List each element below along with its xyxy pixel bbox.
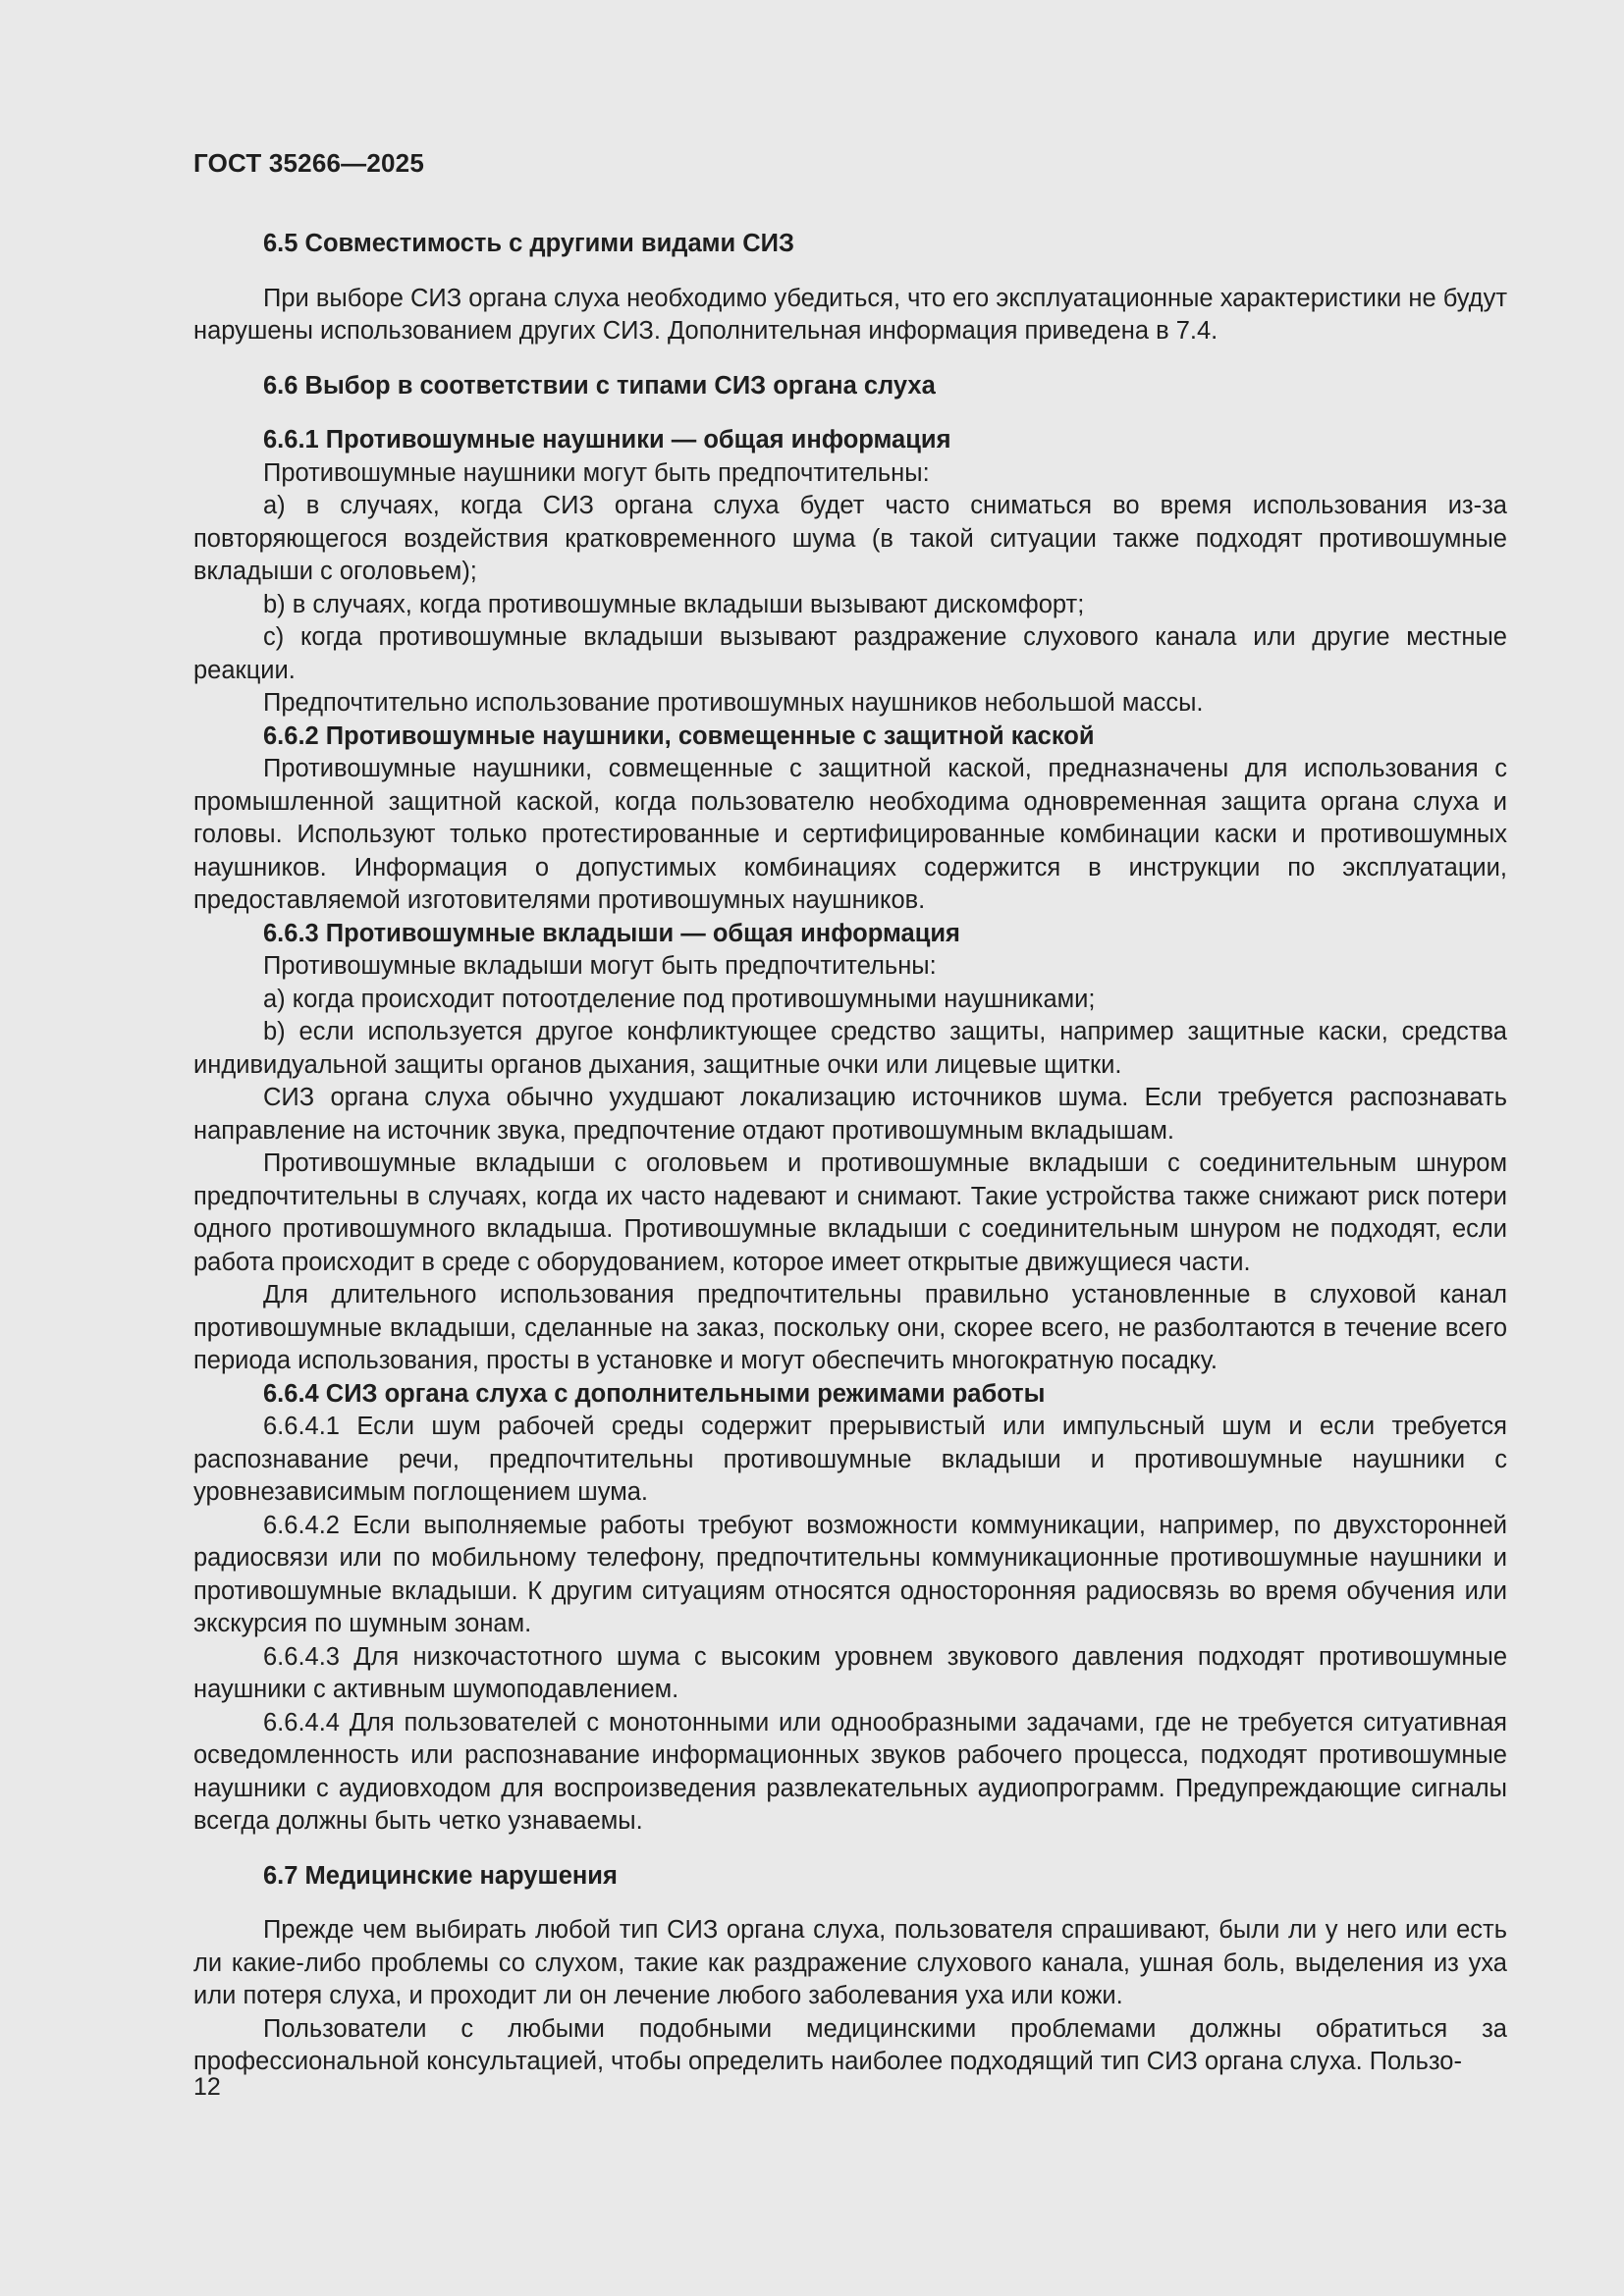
paragraph: Для длительного использования предпочтительны правильно установленные в слуховой канал противошумные вкладыши, сделанные на заказ, поскольку они, скорее всего, не разболтаются в течение всего периода использования, просты в установке и могут обеспечить многократную посадку. (193, 1281, 1507, 1374)
paragraph: Прежде чем выбирать любой тип СИЗ органа слуха, пользователя спрашивают, были ли у него или есть ли какие-либо проблемы со слухом, такие как раздражение слухового канала, ушная боль, выделения из уха или потеря слуха, и проходит ли он лечение любого заболевания уха или кожи. (193, 1916, 1507, 2009)
paragraph: При выборе СИЗ органа слуха необходимо убедиться, что его эксплуатационные характеристики не будут нарушены использованием других СИЗ. Дополнительная информация приведена в 7.4. (193, 284, 1507, 345)
subsection-heading-6-6-3: 6.6.3 Противошумные вкладыши — общая информация (263, 919, 960, 947)
section-heading-6-5: 6.5 Совместимость с другими видами СИЗ (263, 230, 794, 257)
clause-6-6-4-1: 6.6.4.1 Если шум рабочей среды содержит прерывистый или импульсный шум и если требуется распознавание речи, предпочтительны противошумные вкладыши и противошумные наушники с уровнезависимым поглощением шума. (193, 1413, 1507, 1506)
clause-6-6-4-2: 6.6.4.2 Если выполняемые работы требуют возможности коммуникации, например, по двухсторонней радиосвязи или по мобильному телефону, предпочтительны коммуникационные противошумные наушники и противошумные вкладыши. К другим ситуациям относятся односторонняя радиосвязь во время обучения или экскурсия по шумным зонам. (193, 1511, 1507, 1637)
clause-6-6-4-4: 6.6.4.4 Для пользователей с монотонными или однообразными задачами, где не требуется ситуативная осведомленность или распознавание информационных звуков рабочего процесса, подходят противошумные наушники с аудиовходом для воспроизведения развлекательных аудиопрограмм. Предупреждающие сигналы всегда должны быть четко узнаваемы. (193, 1708, 1507, 1835)
document-id-header: ГОСТ 35266—2025 (193, 148, 424, 178)
subsection-heading-6-6-2: 6.6.2 Противошумные наушники, совмещенные с защитной каской (263, 721, 1095, 750)
paragraph: Противошумные вкладыши могут быть предпочтительны: (263, 952, 937, 980)
clause-6-6-4-3: 6.6.4.3 Для низкочастотного шума с высоким уровнем звукового давления подходят противошумные наушники с активным шумоподавлением. (193, 1642, 1507, 1703)
subsection-heading-6-6-4: 6.6.4 СИЗ органа слуха с дополнительными режимами работы (263, 1379, 1046, 1408)
section-heading-6-7: 6.7 Медицинские нарушения (263, 1861, 618, 1890)
list-item: a) в случаях, когда СИЗ органа слуха будет часто сниматься во время использования из-за повторяющегося воздействия кратковременного шума (в такой ситуации также подходят противошумные вкладыши с оголовьем); (193, 492, 1507, 585)
paragraph: СИЗ органа слуха обычно ухудшают локализацию источников шума. Если требуется распознавать направление на источник звука, предпочтение отдают противошумным вкладышам. (193, 1084, 1507, 1145)
list-item: b) в случаях, когда противошумные вкладыши вызывают дискомфорт; (263, 590, 1085, 618)
list-item: c) когда противошумные вкладыши вызывают раздражение слухового канала или другие местные реакции. (193, 623, 1507, 684)
paragraph: Противошумные наушники, совмещенные с защитной каской, предназначены для использования с промышленной защитной каской, когда пользователю необходима одновременная защита органа слуха и головы. Используют только протестированные и сертифицированные комбинации каски и противошумных наушников. Информация о допустимых комбинациях содержится в инструкции по эксплуатации, предоставляемой изготовителями противошумных наушников. (193, 755, 1507, 914)
page-number: 12 (193, 2073, 221, 2101)
paragraph: Предпочтительно использование противошумных наушников небольшой массы. (263, 689, 1204, 717)
paragraph: Противошумные наушники могут быть предпочтительны: (263, 458, 930, 487)
document-body (193, 228, 1507, 2079)
list-item: a) когда происходит потоотделение под противошумными наушниками; (263, 985, 1096, 1013)
paragraph: Пользователи с любыми подобными медицинскими проблемами должны обратиться за профессиональной консультацией, чтобы определить наиболее подходящий тип СИЗ органа слуха. Пользо- (193, 2014, 1507, 2075)
paragraph: Противошумные вкладыши с оголовьем и противошумные вкладыши с соединительным шнуром предпочтительны в случаях, когда их часто надевают и снимают. Такие устройства также снижают риск потери одного противошумного вкладыша. Противошумные вкладыши с соединительным шнуром не подходят, если работа происходит в среде с оборудованием, которое имеет открытые движущиеся части. (193, 1149, 1507, 1276)
section-heading-6-6: 6.6 Выбор в соответствии с типами СИЗ органа слуха (263, 371, 936, 400)
list-item: b) если используется другое конфликтующее средство защиты, например защитные каски, средства индивидуальной защиты органов дыхания, защитные очки или лицевые щитки. (193, 1018, 1507, 1079)
subsection-heading-6-6-1: 6.6.1 Противошумные наушники — общая информация (263, 426, 951, 454)
